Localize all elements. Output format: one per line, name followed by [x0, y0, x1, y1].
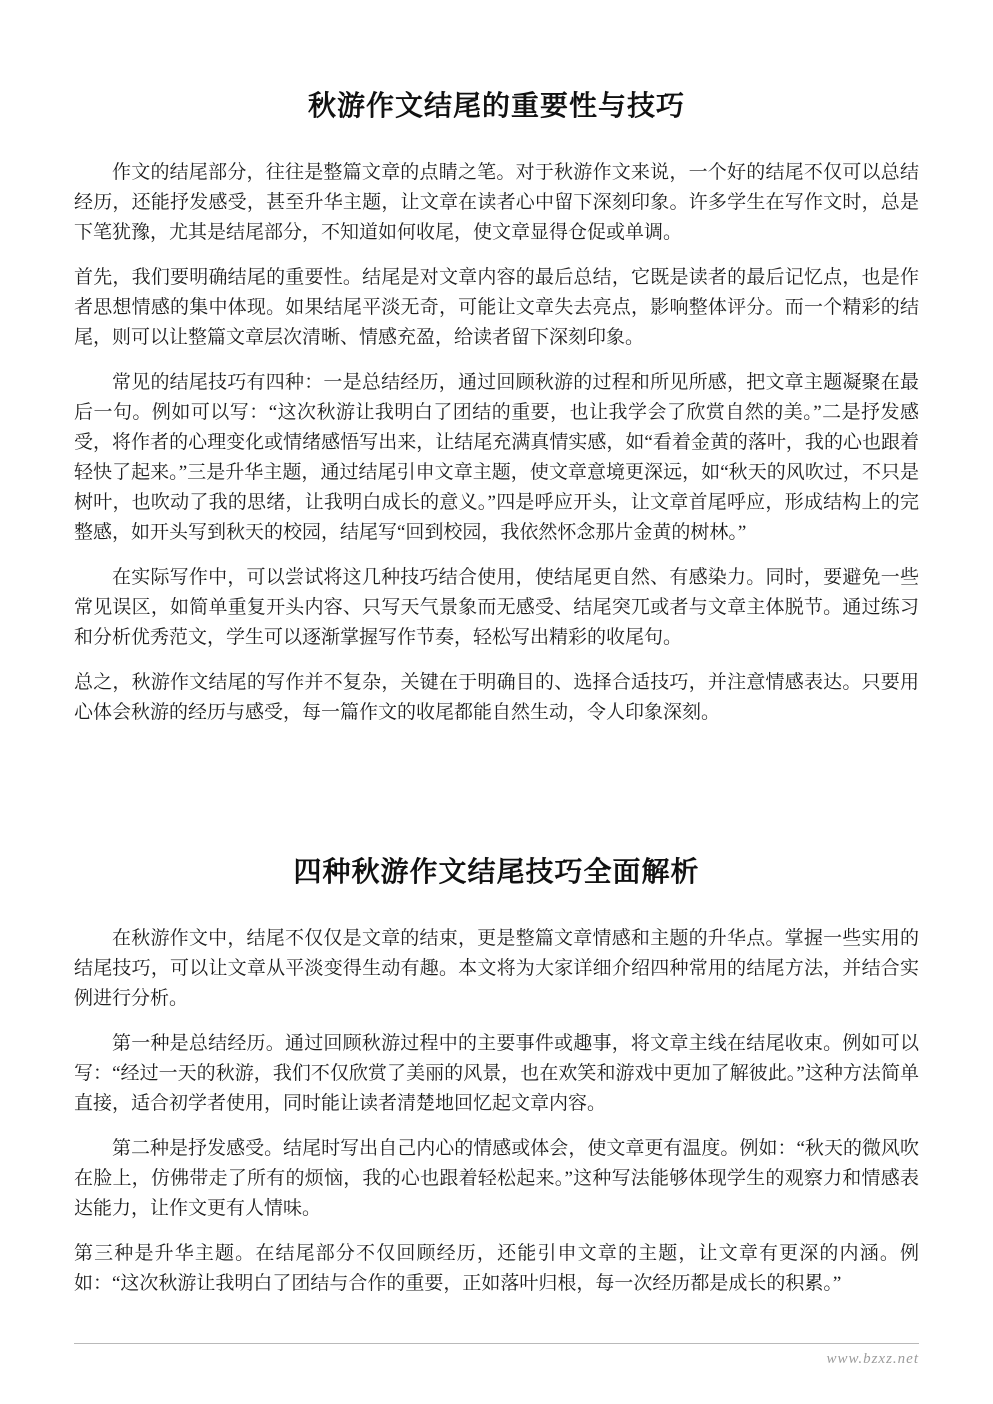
article-2-paragraph-3: 第二种是抒发感受。结尾时写出自己内心的情感或体会，使文章更有温度。例如：“秋天的微风吹在脸上，仿佛带走了所有的烦恼，我的心也跟着轻松起来。”这种写法能够体现学生的观察力和情感表达能力，让作文更有人情味。 [74, 1138, 919, 1219]
article-1-paragraph-4: 在实际写作中，可以尝试将这几种技巧结合使用，使结尾更自然、有感染力。同时，要避免一些常见误区，如简单重复开头内容、只写天气景象而无感受、结尾突兀或者与文章主体脱节。通过练习和分析优秀范文，学生可以逐渐掌握写作节奏，轻松写出精彩的收尾句。 [74, 567, 919, 648]
article-2-paragraph-2: 第一种是总结经历。通过回顾秋游过程中的主要事件或趣事，将文章主线在结尾收束。例如可以写：“经过一天的秋游，我们不仅欣赏了美丽的风景，也在欢笑和游戏中更加了解彼此。”这种方法简单直接，适合初学者使用，同时能让读者清楚地回忆起文章内容。 [74, 1033, 919, 1114]
page-footer [74, 1343, 919, 1368]
article-2-paragraph-4: 第三种是升华主题。在结尾部分不仅回顾经历，还能引申文章的主题，让文章有更深的内涵。例如：“这次秋游让我明白了团结与合作的重要，正如落叶归根，每一次经历都是成长的积累。” [74, 1243, 919, 1294]
article-2-title: 四种秋游作文结尾技巧全面解析 [293, 857, 700, 888]
article-1-title: 秋游作文结尾的重要性与技巧 [307, 91, 685, 122]
article-1 [74, 84, 919, 728]
footer-divider [74, 1343, 919, 1344]
article-1-paragraph-5: 总之，秋游作文结尾的写作并不复杂，关键在于明确目的、选择合适技巧，并注意情感表达。只要用心体会秋游的经历与感受，每一篇作文的收尾都能自然生动，令人印象深刻。 [74, 672, 919, 723]
article-1-paragraph-1: 作文的结尾部分，往往是整篇文章的点睛之笔。对于秋游作文来说，一个好的结尾不仅可以总结经历，还能抒发感受，甚至升华主题，让文章在读者心中留下深刻印象。许多学生在写作文时，总是下笔犹豫，尤其是结尾部分，不知道如何收尾，使文章显得仓促或单调。 [74, 162, 919, 243]
article-2 [74, 850, 919, 1299]
article-1-paragraph-3: 常见的结尾技巧有四种：一是总结经历，通过回顾秋游的过程和所见所感，把文章主题凝聚在最后一句。例如可以写：“这次秋游让我明白了团结的重要，也让我学会了欣赏自然的美。”二是抒发感受，将作者的心理变化或情绪感悟写出来，让结尾充满真情实感，如“看着金黄的落叶，我的心也跟着轻快了起来。”三是升华主题，通过结尾引申文章主题，使文章意境更深远，如“秋天的风吹过，不只是树叶，也吹动了我的思绪，让我明白成长的意义。”四是呼应开头，让文章首尾呼应，形成结构上的完整感，如开头写到秋天的校园，结尾写“回到校园，我依然怀念那片金黄的树林。” [74, 372, 919, 543]
article-1-paragraph-2: 首先，我们要明确结尾的重要性。结尾是对文章内容的最后总结，它既是读者的最后记忆点，也是作者思想情感的集中体现。如果结尾平淡无奇，可能让文章失去亮点，影响整体评分。而一个精彩的结尾，则可以让整篇文章层次清晰、情感充盈，给读者留下深刻印象。 [74, 267, 919, 348]
watermark-text: www.bzxz.net [826, 1351, 919, 1367]
article-2-paragraph-1: 在秋游作文中，结尾不仅仅是文章的结束，更是整篇文章情感和主题的升华点。掌握一些实用的结尾技巧，可以让文章从平淡变得生动有趣。本文将为大家详细介绍四种常用的结尾方法，并结合实例进行分析。 [74, 928, 919, 1009]
